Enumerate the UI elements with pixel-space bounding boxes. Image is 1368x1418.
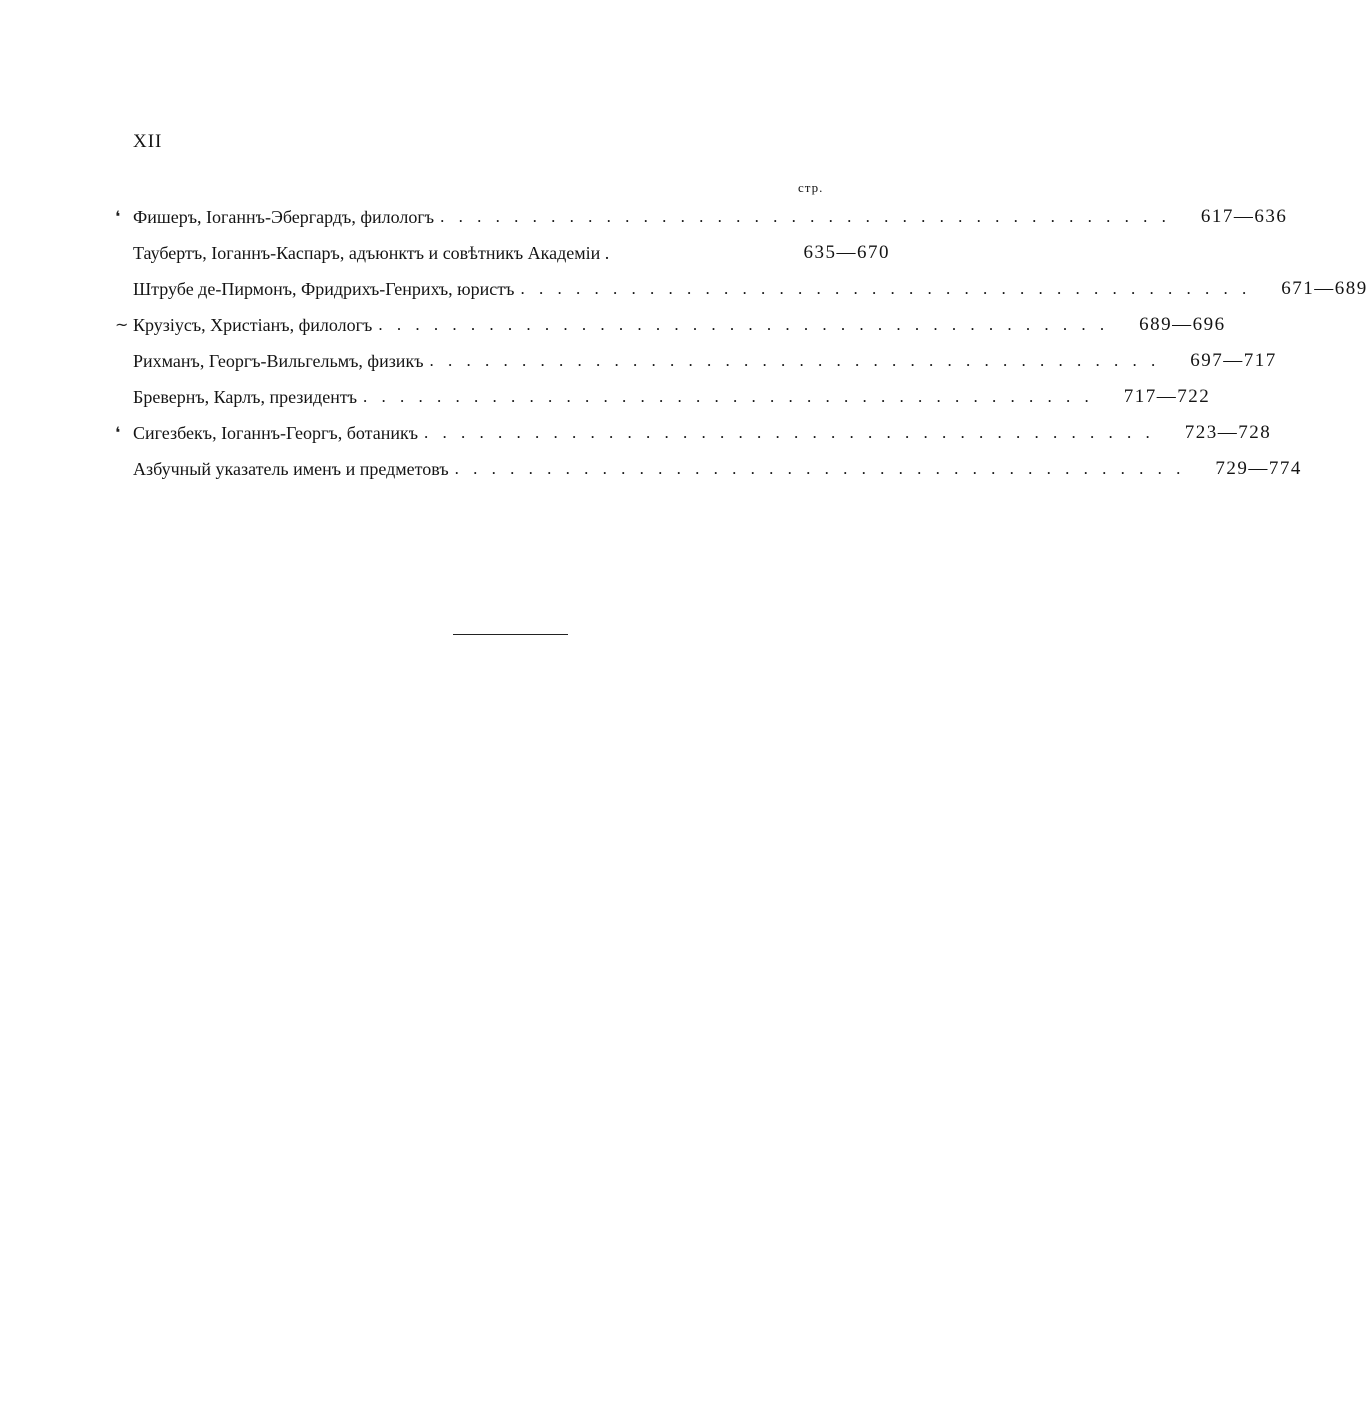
dot-leader: . . . . . . . . . . . . . . . . . . . . . . . . . . . . . . . . . . . . . . . .	[378, 315, 1110, 334]
margin-mark: ~	[115, 315, 129, 334]
entry-pages: 671—689	[1281, 278, 1368, 299]
entry-title: Крузіусъ, Христіанъ, филологъ	[133, 314, 373, 335]
entry-title: Азбучный указатель именъ и предметовъ	[133, 458, 449, 479]
entry-pages: 617—636	[1200, 206, 1288, 227]
entry-title: Штрубе де-Пирмонъ, Фридрихъ-Генрихъ, юристъ	[133, 278, 515, 299]
dot-leader: . . . . . . . . . . . . . . . . . . . . . . . . . . . . . . . . . . . . . . . .	[520, 279, 1252, 298]
dot-leader: . . . . . . . . . . . . . . . . . . . . . . . . . . . . . . . . . . . . . . . .	[454, 459, 1186, 478]
dot-leader: . . . . . . . . . . . . . . . . . . . . . . . . . . . . . . . . . . . . . . . .	[424, 423, 1155, 442]
end-rule-divider	[453, 634, 568, 635]
entry-title: Рихманъ, Георгъ-Вильгельмъ, физикъ	[133, 350, 424, 371]
entry-title: Таубертъ, Іоганнъ-Каспаръ, адъюнктъ и совѣтникъ Академіи .	[133, 242, 610, 263]
toc-entry	[133, 379, 1211, 415]
page-number: XII	[133, 131, 163, 152]
dot-leader: . . . . . . . . . . . . . . . . . . . . . . . . . . . . . . . . . . . . . . . .	[363, 387, 1094, 406]
entry-title: Бревернъ, Карлъ, президентъ	[133, 386, 357, 407]
table-of-contents	[115, 199, 1368, 487]
toc-entry	[133, 271, 1368, 307]
toc-entry	[115, 415, 1272, 451]
entry-pages: 689—696	[1139, 314, 1226, 335]
toc-entry	[133, 343, 1277, 379]
entry-pages: 635—670	[803, 242, 890, 263]
toc-entry	[115, 307, 1226, 343]
margin-mark: ❛	[115, 207, 121, 226]
entry-title: Фишеръ, Іоганнъ-Эбергардъ, филологъ	[133, 206, 435, 227]
entry-pages: 729—774	[1215, 458, 1302, 479]
entry-title: Сигезбекъ, Іоганнъ-Георгъ, ботаникъ	[133, 422, 419, 443]
margin-mark: ❛	[115, 423, 121, 442]
pages-column-header: стр.	[798, 180, 824, 195]
entry-pages: 723—728	[1184, 422, 1272, 443]
toc-entry	[133, 235, 890, 271]
toc-entry	[115, 199, 1288, 235]
dot-leader: . . . . . . . . . . . . . . . . . . . . . . . . . . . . . . . . . . . . . . . .	[429, 351, 1161, 370]
toc-entry	[133, 451, 1302, 487]
entry-pages: 717—722	[1123, 386, 1211, 407]
entry-pages: 697—717	[1190, 350, 1277, 371]
dot-leader: . . . . . . . . . . . . . . . . . . . . . . . . . . . . . . . . . . . . . . . .	[440, 207, 1171, 226]
